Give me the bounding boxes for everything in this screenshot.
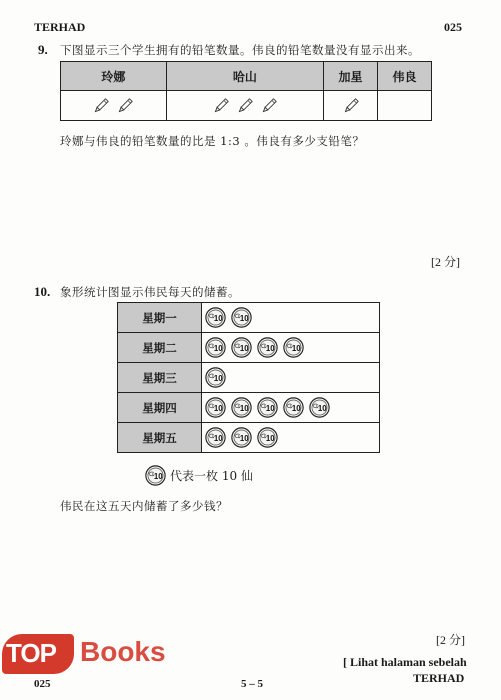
coin-icon: [283, 397, 304, 418]
pictograph-day-label: 星期五: [118, 423, 202, 453]
pencil-icon: [92, 97, 110, 115]
svg-text:10: 10: [265, 404, 275, 414]
pictograph-row: [118, 303, 380, 333]
q9-pencils-jiaxing: [324, 91, 378, 121]
footer-page-number: 5 – 5: [241, 678, 263, 690]
coin-icon: [205, 337, 226, 358]
q10-marks: [2 分]: [436, 633, 465, 647]
watermark-books-text: Books: [80, 636, 166, 667]
pictograph-day-label: 星期四: [118, 393, 202, 423]
coin-icon: [231, 427, 252, 448]
coin-icon: [205, 367, 226, 388]
coin-icon: [257, 397, 278, 418]
pencil-icon: [236, 97, 254, 115]
coin-icon: [257, 427, 278, 448]
q10-question: 伟民在这五天内储蓄了多少钱？: [60, 499, 228, 513]
footer-next-page: [ Lihat halaman sebelah: [343, 655, 467, 669]
q10-pictograph: [117, 302, 380, 453]
q10-key: [145, 465, 253, 486]
pictograph-coins: [202, 393, 380, 423]
svg-text:10: 10: [213, 404, 223, 414]
q9-number: 9.: [38, 42, 48, 57]
topbooks-watermark-logo: [0, 628, 200, 678]
q9-pencils-lingna: [61, 91, 167, 121]
svg-text:10: 10: [291, 404, 301, 414]
svg-text:10: 10: [265, 344, 275, 354]
svg-text:10: 10: [291, 344, 301, 354]
pencil-icon: [260, 97, 278, 115]
coin-icon: [145, 465, 166, 486]
coin-icon: [231, 397, 252, 418]
pictograph-day-label: 星期三: [118, 363, 202, 393]
coin-icon: [205, 397, 226, 418]
svg-text:10: 10: [239, 404, 249, 414]
pictograph-row: [118, 363, 380, 393]
q10-key-text: 代表一枚 10 仙: [170, 469, 253, 483]
q9-marks: [2 分]: [431, 255, 460, 269]
q10-number: 10.: [34, 284, 51, 299]
pictograph-row: [118, 393, 380, 423]
svg-text:10: 10: [239, 344, 249, 354]
svg-text:10: 10: [317, 404, 327, 414]
q9-header-weiliang: 伟良: [378, 62, 432, 91]
footer-paper-code: 025: [34, 678, 51, 690]
q9-question: 玲娜与伟良的铅笔数量的比是 1:3 。伟良有多少支铅笔？: [60, 134, 365, 148]
pictograph-day-label: 星期一: [118, 303, 202, 333]
coin-icon: [283, 337, 304, 358]
pictograph-coins: [202, 333, 380, 363]
pictograph-day-label: 星期二: [118, 333, 202, 363]
footer-classification: TERHAD: [413, 671, 465, 685]
watermark-top-text: TOP: [6, 638, 56, 668]
coin-icon: [231, 307, 252, 328]
pencil-icon: [116, 97, 134, 115]
svg-text:10: 10: [213, 344, 223, 354]
header-classification: TERHAD: [34, 20, 86, 34]
q9-pencils-hashan: [166, 91, 323, 121]
pictograph-coins: [202, 303, 380, 333]
q9-pencils-weiliang: [378, 91, 432, 121]
svg-text:10: 10: [213, 434, 223, 444]
svg-text:10: 10: [265, 434, 275, 444]
q9-text: 下图显示三个学生拥有的铅笔数量。伟良的铅笔数量没有显示出来。: [60, 43, 420, 57]
q9-header-jiaxing: 加星: [324, 62, 378, 91]
q10-text: 象形统计图显示伟民每天的储蓄。: [60, 285, 240, 299]
header-paper-code: 025: [444, 20, 462, 34]
svg-text:10: 10: [213, 374, 223, 384]
coin-icon: [231, 337, 252, 358]
pencil-icon: [342, 97, 360, 115]
svg-text:10: 10: [213, 314, 223, 324]
q9-pencil-table: [60, 61, 432, 121]
pictograph-coins: [202, 423, 380, 453]
pencil-icon: [212, 97, 230, 115]
coin-icon: [309, 397, 330, 418]
q9-header-hashan: 哈山: [166, 62, 323, 91]
pictograph-coins: [202, 363, 380, 393]
q9-header-lingna: 玲娜: [61, 62, 167, 91]
svg-text:10: 10: [239, 434, 249, 444]
pictograph-row: [118, 333, 380, 363]
svg-text:10: 10: [153, 472, 163, 482]
coin-icon: [205, 427, 226, 448]
svg-text:10: 10: [239, 314, 249, 324]
coin-icon: [205, 307, 226, 328]
pictograph-row: [118, 423, 380, 453]
coin-icon: [257, 337, 278, 358]
